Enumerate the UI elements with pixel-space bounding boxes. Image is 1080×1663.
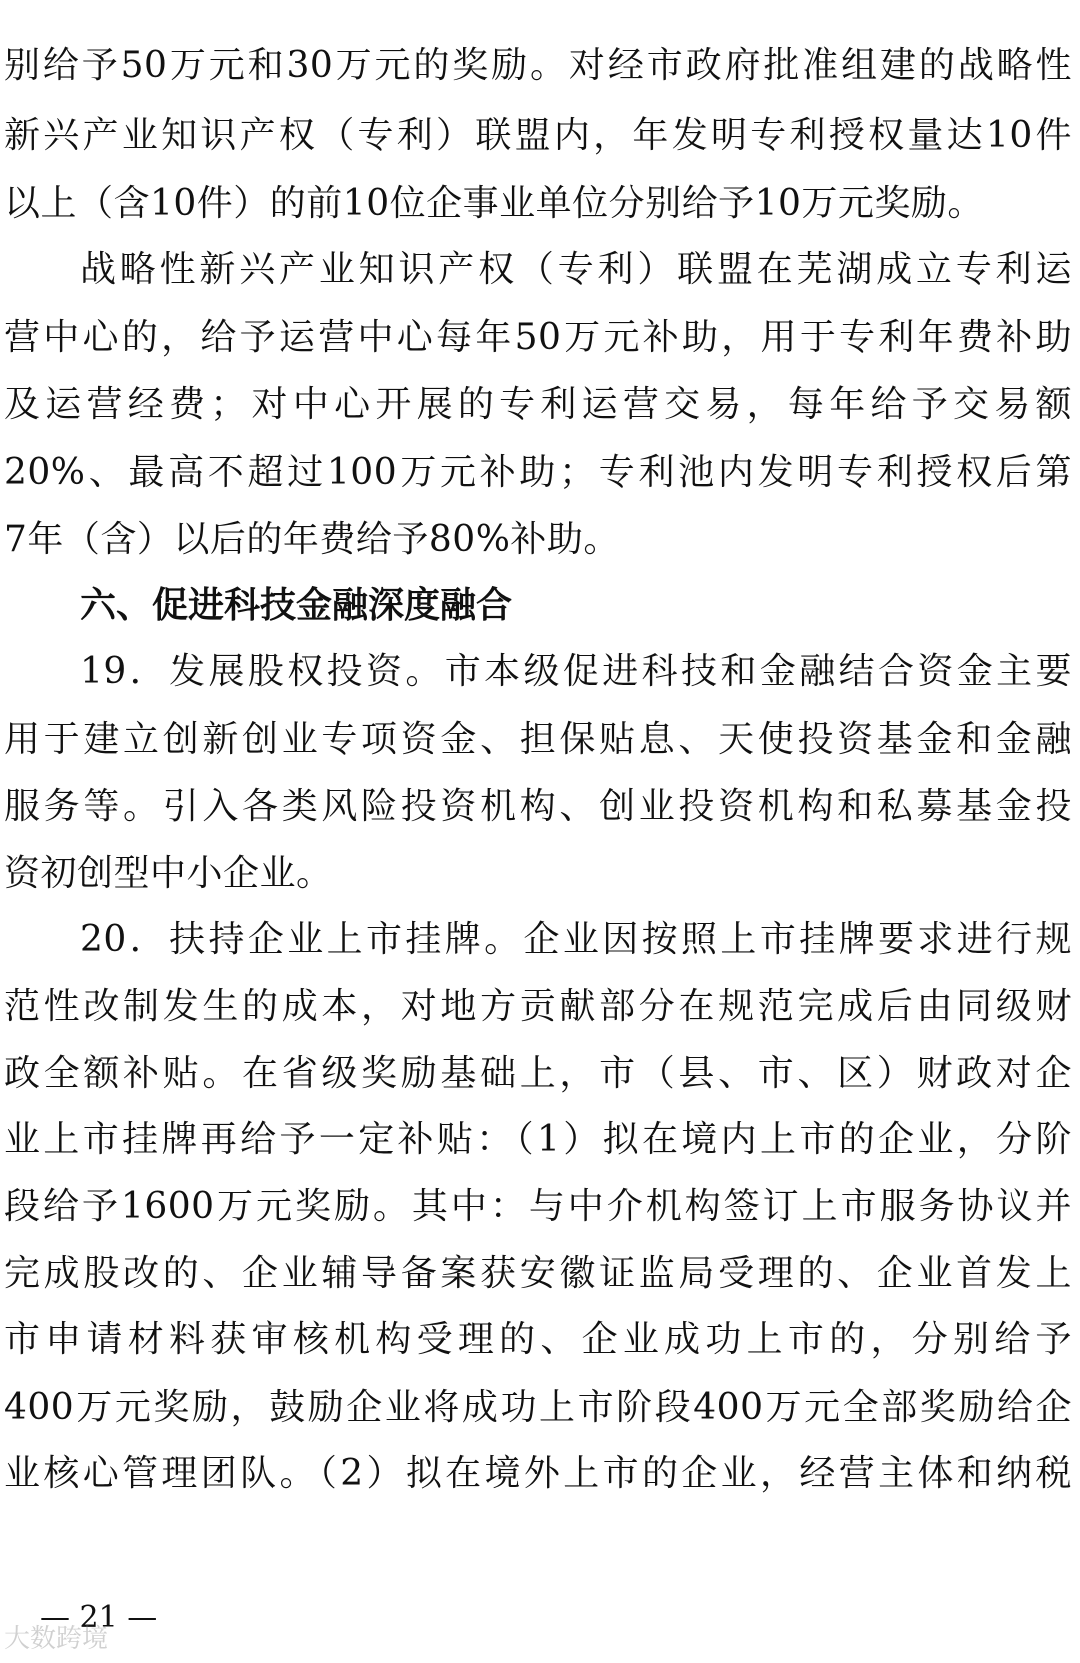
text-line: 业核心管理团队。（2）拟在境外上市的企业，经营主体和纳税 [4, 1453, 1072, 1494]
text-line: 服务等。引入各类风险投资机构、创业投资机构和私募基金投 [4, 786, 1072, 827]
text-line: 19．发展股权投资。市本级促进科技和金融结合资金主要 [80, 651, 1072, 692]
text-line: 及运营经费；对中心开展的专利运营交易，每年给予交易额 [4, 384, 1072, 425]
text-line: 资初创型中小企业。 [4, 853, 333, 894]
text-line: 完成股改的、企业辅导备案获安徽证监局受理的、企业首发上 [4, 1253, 1072, 1294]
text-line: 战略性新兴产业知识产权（专利）联盟在芜湖成立专利运 [80, 249, 1072, 290]
text-line: 400万元奖励，鼓励企业将成功上市阶段400万元全部奖励给企 [4, 1387, 1072, 1428]
watermark: 大数跨境 [4, 1624, 109, 1654]
text-line: 20．扶持企业上市挂牌。企业因按照上市挂牌要求进行规 [80, 919, 1072, 960]
text-line: 别给予50万元和30万元的奖励。对经市政府批准组建的战略性 [4, 45, 1072, 86]
text-line: 市申请材料获审核机构受理的、企业成功上市的，分别给予 [4, 1319, 1072, 1360]
page-number: — 21 — [40, 1600, 158, 1635]
text-line: 段给予1600万元奖励。其中：与中介机构签订上市服务协议并 [4, 1186, 1072, 1227]
text-line: 范性改制发生的成本，对地方贡献部分在规范完成后由同级财 [4, 986, 1072, 1027]
text-line: 用于建立创新创业专项资金、担保贴息、天使投资基金和金融 [4, 719, 1072, 760]
text-line: 业上市挂牌再给予一定补贴：（1）拟在境内上市的企业，分阶 [4, 1119, 1072, 1160]
text-line: 营中心的，给予运营中心每年50万元补助，用于专利年费补助 [4, 317, 1072, 358]
text-line: 7年（含）以后的年费给予80%补助。 [4, 519, 620, 560]
text-line: 新兴产业知识产权（专利）联盟内，年发明专利授权量达10件 [4, 115, 1072, 156]
section-heading: 六、促进科技金融深度融合 [80, 585, 513, 626]
text-line: 20%、最高不超过100万元补助；专利池内发明专利授权后第 [4, 452, 1072, 493]
text-line: 以上（含10件）的前10位企事业单位分别给予10万元奖励。 [4, 183, 984, 224]
text-line: 政全额补贴。在省级奖励基础上，市（县、市、区）财政对企 [4, 1053, 1072, 1094]
